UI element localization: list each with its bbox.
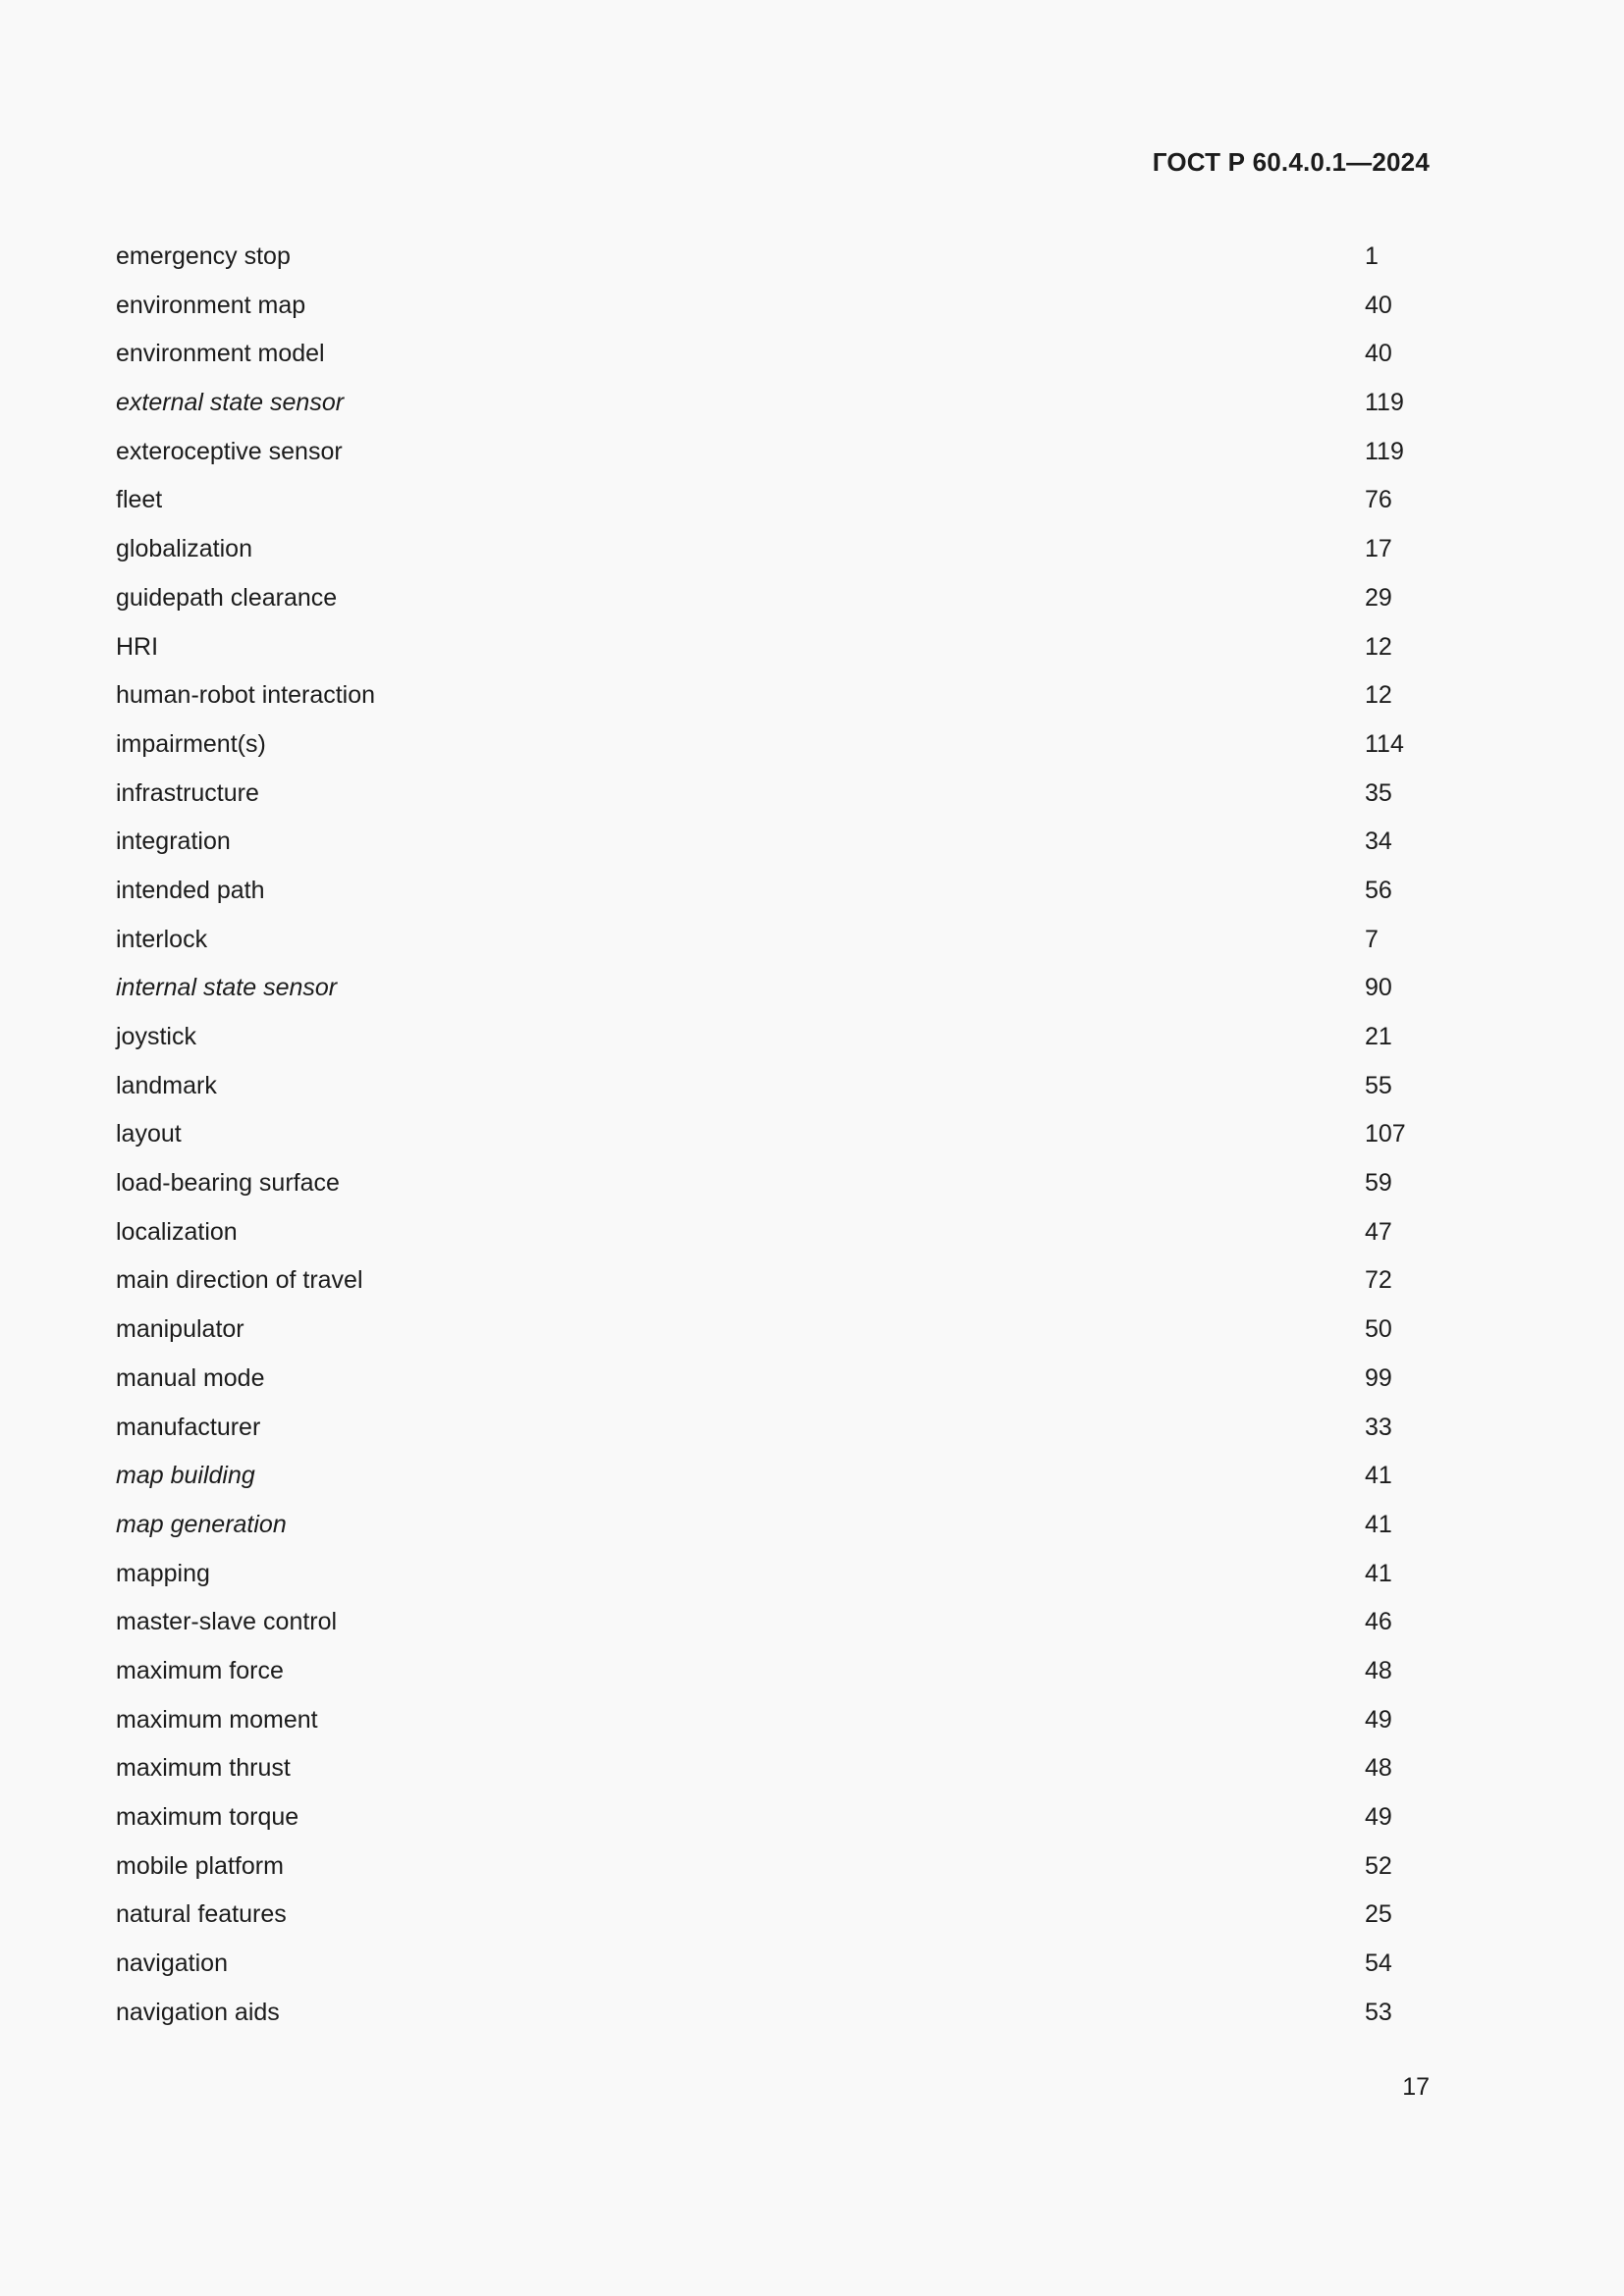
index-entry — [116, 676, 1451, 725]
index-reference-number: 40 — [1365, 340, 1392, 368]
index-reference-number: 49 — [1365, 1803, 1392, 1831]
index-reference-number: 33 — [1365, 1413, 1392, 1441]
index-reference-number: 40 — [1365, 291, 1392, 319]
index-entry — [116, 1994, 1451, 2043]
index-entry — [116, 1115, 1451, 1164]
index-term: exteroceptive sensor — [116, 437, 343, 465]
index-reference-number: 29 — [1365, 583, 1392, 612]
index-reference-number: 99 — [1365, 1363, 1392, 1392]
index-reference-number: 46 — [1365, 1608, 1392, 1636]
index-reference-number: 47 — [1365, 1217, 1392, 1246]
index-reference-number: 21 — [1365, 1023, 1392, 1050]
index-term: fleet — [116, 486, 163, 514]
index-term: map generation — [116, 1510, 287, 1538]
index-reference-number: 114 — [1365, 729, 1404, 758]
index-term: load-bearing surface — [116, 1169, 340, 1198]
index-entry — [116, 1310, 1451, 1360]
index-reference-number: 12 — [1365, 681, 1392, 710]
index-term: layout — [116, 1120, 182, 1148]
index-term: impairment(s) — [116, 729, 266, 758]
standard-designation: ГОСТ Р 60.4.0.1—2024 — [1152, 147, 1430, 177]
index-entry — [116, 335, 1451, 384]
index-term: intended path — [116, 876, 265, 904]
index-entry — [116, 287, 1451, 336]
index-term: maximum torque — [116, 1803, 299, 1831]
index-entry — [116, 579, 1451, 628]
index-entry — [116, 530, 1451, 579]
index-entry — [116, 725, 1451, 774]
index-term: human-robot interaction — [116, 681, 376, 710]
index-entry — [116, 628, 1451, 677]
index-reference-number: 35 — [1365, 778, 1392, 807]
index-reference-number: 119 — [1365, 389, 1404, 417]
index-entry — [116, 1847, 1451, 1896]
index-reference-number: 12 — [1365, 632, 1392, 661]
index-reference-number: 48 — [1365, 1656, 1392, 1684]
index-term: emergency stop — [116, 242, 291, 270]
index-entry — [116, 1018, 1451, 1067]
index-term: environment model — [116, 340, 325, 368]
index-entry — [116, 384, 1451, 433]
index-reference-number: 41 — [1365, 1510, 1392, 1538]
index-entry — [116, 1555, 1451, 1604]
index-entry — [116, 872, 1451, 921]
index-term: infrastructure — [116, 778, 259, 807]
index-reference-number: 54 — [1365, 1949, 1392, 1978]
index-reference-number: 55 — [1365, 1071, 1392, 1099]
index-entry — [116, 1652, 1451, 1701]
index-entry — [116, 969, 1451, 1018]
index-term: environment map — [116, 291, 306, 319]
index-term: map building — [116, 1462, 255, 1490]
index-term: landmark — [116, 1071, 217, 1099]
index-term: manual mode — [116, 1363, 265, 1392]
index-entry — [116, 921, 1451, 970]
page-number: 17 — [1402, 2073, 1430, 2101]
index-term: maximum moment — [116, 1705, 318, 1734]
index-reference-number: 107 — [1365, 1120, 1406, 1148]
index-entry — [116, 1409, 1451, 1458]
index-entry — [116, 433, 1451, 482]
index-term: maximum thrust — [116, 1754, 291, 1783]
index-entry — [116, 1896, 1451, 1945]
index-entry — [116, 1261, 1451, 1310]
index-term: maximum force — [116, 1656, 284, 1684]
index-reference-number: 1 — [1365, 242, 1379, 270]
index-term: globalization — [116, 535, 252, 563]
index-term: master-slave control — [116, 1608, 338, 1636]
index-reference-number: 53 — [1365, 1998, 1392, 2026]
index-term: manipulator — [116, 1315, 244, 1344]
index-entry — [116, 1213, 1451, 1262]
index-reference-number: 48 — [1365, 1754, 1392, 1783]
index-reference-number: 34 — [1365, 828, 1392, 856]
index-entry — [116, 238, 1451, 287]
index-term: navigation — [116, 1949, 228, 1978]
index-reference-number: 52 — [1365, 1851, 1392, 1880]
index-reference-number: 72 — [1365, 1266, 1392, 1295]
index-reference-number: 119 — [1365, 437, 1404, 465]
index-entry — [116, 481, 1451, 530]
index-term: localization — [116, 1217, 238, 1246]
index-reference-number: 25 — [1365, 1900, 1392, 1929]
index-entry — [116, 1701, 1451, 1750]
index-term: internal state sensor — [116, 974, 338, 1002]
alphabetical-index — [116, 238, 1451, 2042]
index-reference-number: 41 — [1365, 1462, 1392, 1490]
index-term: manufacturer — [116, 1413, 261, 1441]
index-term: interlock — [116, 925, 208, 953]
index-reference-number: 59 — [1365, 1169, 1392, 1198]
index-reference-number: 7 — [1365, 925, 1379, 953]
index-reference-number: 90 — [1365, 974, 1392, 1002]
index-term: mapping — [116, 1559, 210, 1587]
index-term: guidepath clearance — [116, 583, 338, 612]
index-term: integration — [116, 828, 231, 856]
index-reference-number: 50 — [1365, 1315, 1392, 1344]
index-entry — [116, 1603, 1451, 1652]
index-term: natural features — [116, 1900, 287, 1929]
index-term: main direction of travel — [116, 1266, 363, 1295]
index-reference-number: 41 — [1365, 1559, 1392, 1587]
index-entry — [116, 1749, 1451, 1798]
index-entry — [116, 1457, 1451, 1506]
index-entry — [116, 1067, 1451, 1116]
index-term: mobile platform — [116, 1851, 284, 1880]
index-reference-number: 17 — [1365, 535, 1392, 563]
index-reference-number: 49 — [1365, 1705, 1392, 1734]
index-term: HRI — [116, 632, 159, 661]
index-reference-number: 76 — [1365, 486, 1392, 514]
index-entry — [116, 1506, 1451, 1555]
index-reference-number: 56 — [1365, 876, 1392, 904]
index-entry — [116, 1798, 1451, 1847]
index-entry — [116, 823, 1451, 872]
index-term: joystick — [116, 1023, 196, 1050]
index-entry — [116, 774, 1451, 824]
index-term: navigation aids — [116, 1998, 280, 2026]
index-entry — [116, 1945, 1451, 1994]
index-entry — [116, 1360, 1451, 1409]
index-term: external state sensor — [116, 389, 345, 417]
index-entry — [116, 1164, 1451, 1213]
